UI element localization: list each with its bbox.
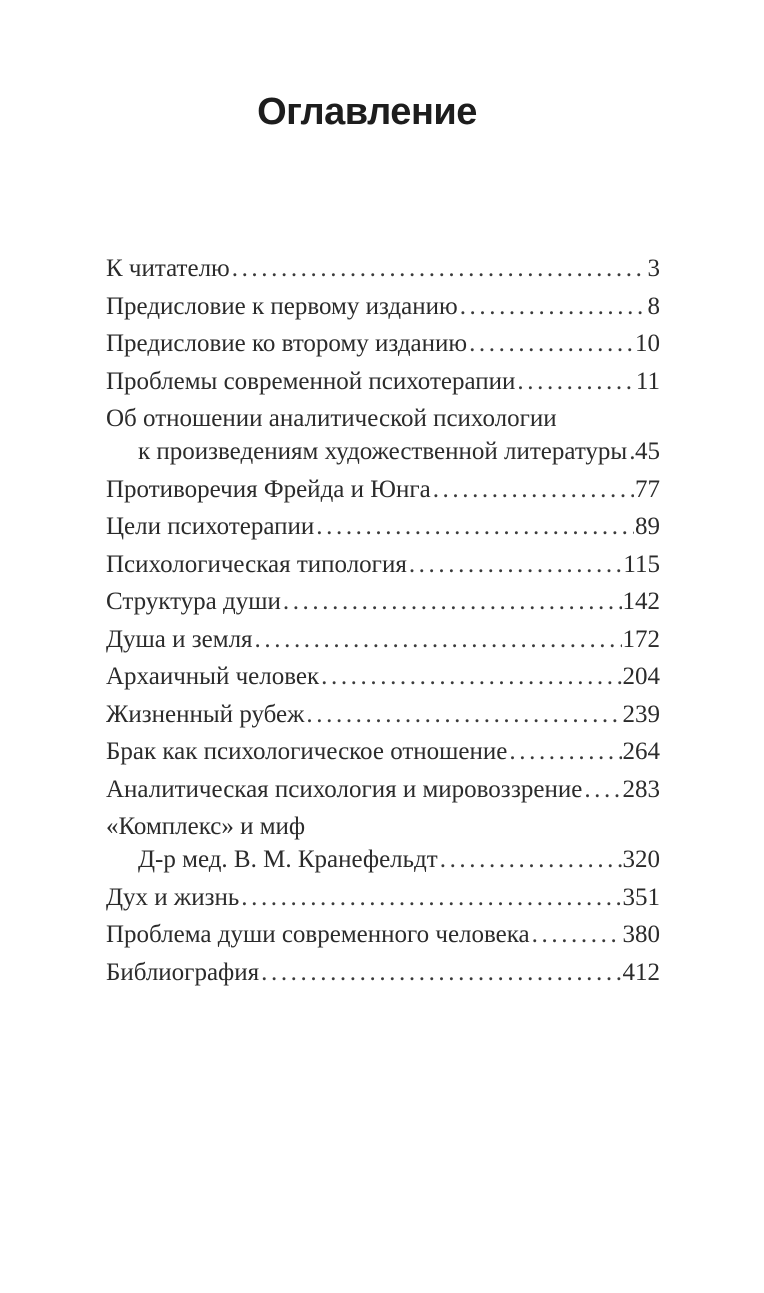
toc-entry[interactable] bbox=[106, 290, 660, 323]
toc-entry[interactable] bbox=[106, 473, 660, 506]
toc-entry-main-line bbox=[106, 843, 660, 876]
toc-entry[interactable] bbox=[106, 402, 660, 468]
dot-leader bbox=[261, 956, 621, 989]
toc-entry[interactable] bbox=[106, 365, 660, 398]
toc-entry-main-line bbox=[106, 510, 660, 543]
toc-entry-title: «Комплекс» и миф bbox=[106, 813, 306, 840]
toc-entry-title: Душа и земля bbox=[106, 625, 253, 653]
toc-entry[interactable] bbox=[106, 881, 660, 914]
toc-entry[interactable] bbox=[106, 735, 660, 768]
toc-entry-main-line bbox=[106, 327, 660, 360]
toc-entry-first-line bbox=[106, 810, 660, 843]
toc-entry-title: к произведениям художественной литературы bbox=[138, 438, 628, 465]
toc-entry-title: К читателю bbox=[106, 255, 230, 282]
book-page bbox=[0, 93, 764, 1293]
dot-leader bbox=[440, 843, 622, 876]
toc-entry-title: Предисловие ко второму изданию bbox=[106, 330, 468, 357]
toc-entry[interactable] bbox=[106, 956, 660, 989]
dot-leader bbox=[532, 918, 622, 951]
toc-page-number: 8 bbox=[647, 292, 660, 320]
toc-entry[interactable] bbox=[106, 773, 660, 806]
toc-entry-main-line bbox=[106, 548, 660, 581]
toc-page-number: 45 bbox=[635, 438, 660, 465]
toc-entry-title: Цели психотерапии bbox=[106, 513, 315, 540]
toc-entry[interactable] bbox=[106, 660, 660, 693]
toc-entry-main-line bbox=[106, 698, 660, 731]
toc-entry-title: Архаичный человек bbox=[106, 663, 320, 690]
toc-entry-title: Психологическая типология bbox=[106, 550, 407, 578]
toc-entry-title: Проблема души современного человека bbox=[106, 921, 530, 948]
toc-entry-main-line bbox=[106, 623, 660, 656]
toc-entry[interactable] bbox=[106, 918, 660, 951]
toc-entry-main-line bbox=[106, 735, 660, 768]
toc-page-number: 320 bbox=[622, 846, 660, 873]
toc-entry-main-line bbox=[106, 252, 660, 285]
toc-entry-main-line bbox=[106, 881, 660, 914]
dot-leader bbox=[409, 548, 623, 581]
toc-entry-title: Об отношении аналитической психологии bbox=[106, 405, 557, 432]
dot-leader bbox=[232, 252, 647, 285]
toc-entry-title: Проблемы современной психотерапии bbox=[106, 367, 516, 395]
dot-leader bbox=[509, 735, 621, 768]
toc-entry[interactable] bbox=[106, 585, 660, 618]
toc-page-number: 10 bbox=[635, 330, 660, 357]
toc-page-number: 77 bbox=[635, 475, 660, 503]
toc-entry-title: Брак как психологическое отношение bbox=[106, 738, 508, 765]
toc-entry-main-line bbox=[106, 473, 660, 506]
toc-entry-title: Аналитическая психология и мировоззрение bbox=[106, 775, 583, 803]
toc-entry[interactable] bbox=[106, 698, 660, 731]
table-of-contents bbox=[106, 252, 660, 989]
toc-page-number: 172 bbox=[622, 625, 660, 653]
toc-entry-title: Д-р мед. В. М. Кранефельдт bbox=[138, 846, 438, 873]
dot-leader bbox=[255, 623, 622, 656]
toc-entry[interactable] bbox=[106, 623, 660, 656]
dot-leader bbox=[321, 660, 621, 693]
toc-page-number: 239 bbox=[622, 700, 660, 728]
toc-entry[interactable] bbox=[106, 252, 660, 285]
toc-entry[interactable] bbox=[106, 510, 660, 543]
toc-page-number: 380 bbox=[622, 921, 660, 948]
toc-page-number: 204 bbox=[622, 663, 660, 690]
toc-page-number: 115 bbox=[623, 550, 660, 578]
toc-entry-main-line bbox=[106, 660, 660, 693]
toc-entry-title: Структура души bbox=[106, 588, 281, 615]
toc-entry-title: Жизненный рубеж bbox=[106, 700, 305, 728]
toc-entry[interactable] bbox=[106, 327, 660, 360]
toc-entry-main-line bbox=[106, 956, 660, 989]
dot-leader bbox=[306, 698, 621, 731]
toc-page-number: 351 bbox=[622, 883, 660, 911]
toc-page-number: 142 bbox=[622, 588, 660, 615]
toc-entry-main-line bbox=[106, 918, 660, 951]
toc-entry-main-line bbox=[106, 365, 660, 398]
toc-page-number: 412 bbox=[622, 958, 660, 986]
toc-page-number: 3 bbox=[647, 255, 660, 282]
dot-leader bbox=[241, 881, 621, 914]
page-title: Оглавление bbox=[257, 91, 477, 133]
dot-leader bbox=[517, 365, 635, 398]
toc-page-number: 283 bbox=[622, 775, 660, 803]
toc-entry[interactable] bbox=[106, 810, 660, 876]
dot-leader bbox=[283, 585, 622, 618]
toc-entry[interactable] bbox=[106, 548, 660, 581]
toc-page-number: 264 bbox=[622, 738, 660, 765]
toc-page-number: 89 bbox=[635, 513, 660, 540]
dot-leader bbox=[433, 473, 634, 506]
dot-leader bbox=[316, 510, 634, 543]
toc-entry-main-line bbox=[106, 773, 660, 806]
toc-entry-main-line bbox=[106, 585, 660, 618]
dot-leader bbox=[469, 327, 634, 360]
toc-entry-title: Предисловие к первому изданию bbox=[106, 292, 458, 320]
contents-page bbox=[0, 93, 764, 1293]
toc-entry-title: Дух и жизнь bbox=[106, 883, 240, 911]
dot-leader bbox=[460, 290, 647, 323]
toc-entry-main-line bbox=[106, 290, 660, 323]
toc-entry-first-line bbox=[106, 402, 660, 435]
dot-leader bbox=[584, 773, 621, 806]
toc-page-number: 11 bbox=[635, 367, 660, 395]
toc-entry-title: Противоречия Фрейда и Юнга bbox=[106, 475, 431, 503]
toc-entry-title: Библиография bbox=[106, 958, 260, 986]
toc-entry-main-line bbox=[106, 435, 660, 468]
